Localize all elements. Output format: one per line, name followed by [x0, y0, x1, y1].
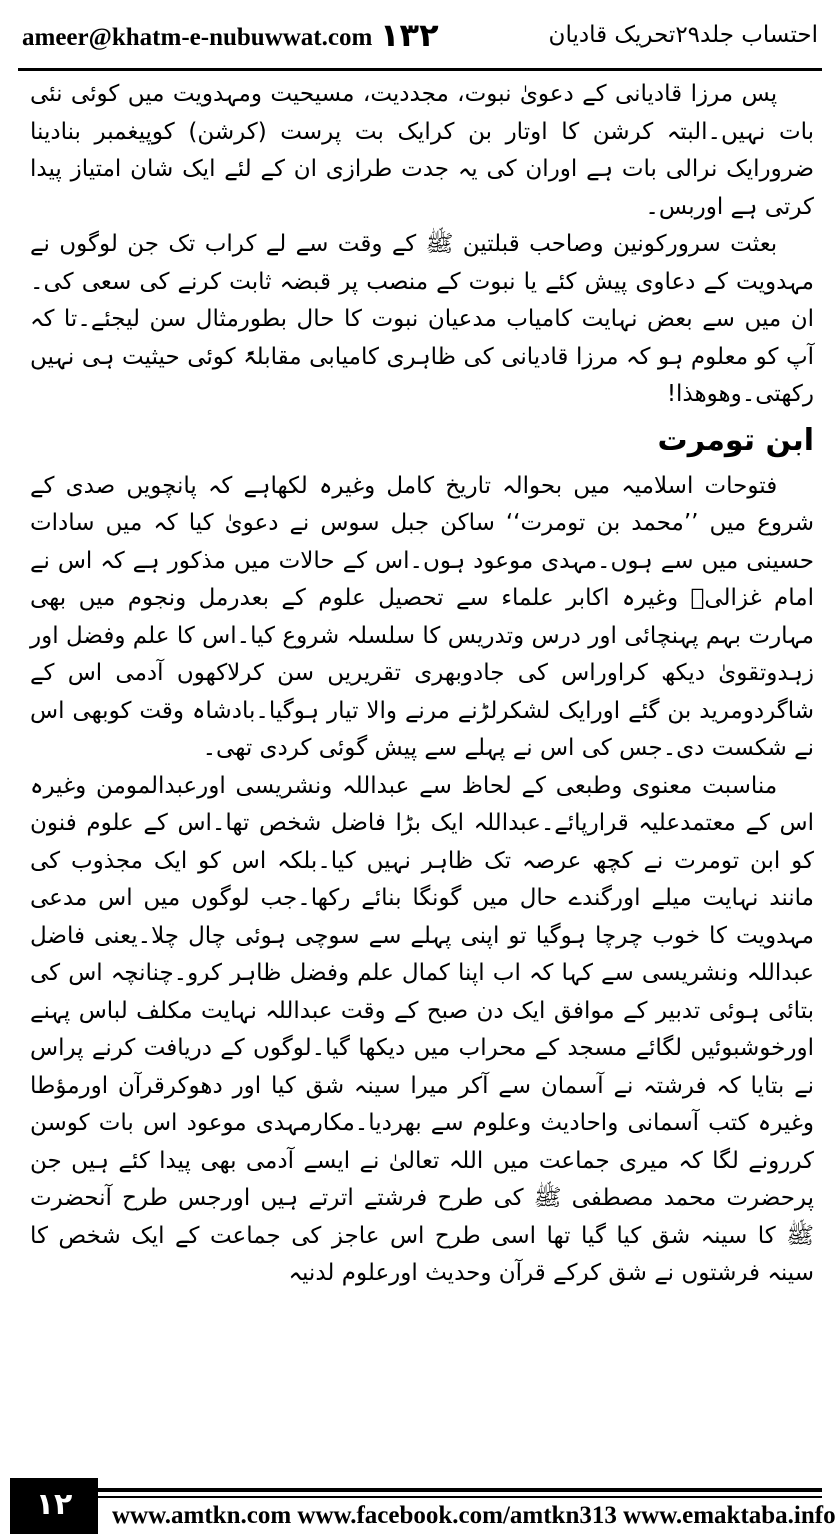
header-email: ameer@khatm-e-nubuwwat.com — [22, 24, 373, 51]
body-text — [30, 76, 814, 1293]
footer-rule-thin — [18, 1496, 822, 1498]
paragraph-2: بعثت سرورکونین وصاحب قبلتین ﷺ کے وقت سے لے کراب تک جن لوگوں نے مہدویت کے دعاوی پیش کئے یا نبوت کے منصب پر قبضہ ثابت کرنے کی سعی کی۔ان میں سے بعض نہایت کامیاب مدعیان نبوت کا حال بطورمثال سن لیجئے۔تا کہ آپ کو معلوم ہو کہ مرزا قادیانی کی ظاہری کامیابی مقابلۃً کوئی حیثیت ہی نہیں رکھتی۔وھوھذا! — [30, 231, 814, 407]
paragraph-1: پس مرزا قادیانی کے دعویٰ نبوت، مجددیت، مسیحیت ومہدویت میں کوئی نئی بات نہیں۔البتہ کرشن کا اوتار بن کرایک بت پرست (کرشن) کوپیغمبر بنادینا ضرورایک نرالی بات ہے اوران کی یہ جدت طرازی ان کے لئے ایک شان امتیاز پیدا کرتی ہے اوربس۔ — [30, 81, 814, 220]
footer-rule-thick — [18, 1488, 822, 1492]
paragraph-3: فتوحات اسلامیہ میں بحوالہ تاریخ کامل وغیرہ لکھاہے کہ پانچویں صدی کے شروع میں ’’محمد بن تومرت‘‘ ساکن جبل سوس نے دعویٰ کیا کہ میں سادات حسینی میں سے ہوں۔مہدی موعود ہوں۔اس کے حالات میں مذکور ہے کہ اس نے امام غزالیؒ وغیرہ اکابر علماء سے تحصیل علوم کے بعدرمل ونجوم میں بھی مہارت بہم پہنچائی اور درس وتدریس کا سلسلہ شروع کیا۔اس کا علم وفضل اور زہدوتقویٰ دیکھ کراوراس کی جادوبھری تقریریں سن کرلاکھوں آدمی اس کے شاگردومرید بن گئے اورایک لشکرلڑنے مرنے والا تیار ہوگیا۔بادشاہ وقت کوبھی اس نے شکست دی۔جس کی اس نے پہلے سے پیش گوئی کردی تھی۔ — [30, 472, 814, 761]
header-page-number: ۱۳۲ — [380, 16, 439, 54]
footer-page-number: ۱۲ — [10, 1478, 98, 1534]
page-header — [22, 18, 818, 62]
page-footer — [0, 1478, 840, 1540]
header-book-title: احتساب جلد۲۹تحریک قادیان — [548, 22, 818, 48]
paragraph-4: مناسبت معنوی وطبعی کے لحاظ سے عبداللہ ونشریسی اورعبدالمومن وغیرہ اس کے معتمدعلیہ قرارپائے۔عبداللہ ایک بڑا فاضل شخص تھا۔اس کے علوم فنون کو ابن تومرت نے کچھ عرصہ تک ظاہر نہیں کیا۔بلکہ اس کو ایک مجذوب کی مانند نہایت میلے اورگندے حال میں گونگا بنائے رکھا۔جب لوگوں میں اس مدعی مہدویت کا خوب چرچا ہوگیا تو اپنی پہلے سے سوچی ہوئی چال چلا۔یعنی فاضل عبداللہ ونشریسی سے کہا کہ اب اپنا کمال علم وفضل ظاہر کرو۔چنانچہ اس کی بتائی ہوئی تدبیر کے موافق ایک دن صبح کے وقت عبداللہ نہایت مکلف لباس پہنے اورخوشبوئیں لگائے مسجد کے محراب میں دیکھا گیا۔لوگوں کے دریافت کرنے پراس نے بتایا کہ فرشتہ نے آسمان سے آکر میرا سینہ شق کیا اور دھوکرقرآن اورمؤطا وغیرہ کتب آسمانی واحادیث وعلوم سے بھردیا۔مکارمہدی موعود اس بات کوسن کررونے لگا کہ میری جماعت میں اللہ تعالیٰ نے ایسے آدمی بھی پیدا کئے ہیں جن پرحضرت محمد مصطفی ﷺ کی طرح فرشتے اترتے ہیں اورجس طرح آنحضرت ﷺ کا سینہ شق کیا گیا تھا اسی طرح اس عاجز کی جماعت کے ایک شخص کا سینہ فرشتوں نے شق کرکے قرآن وحدیث اورعلوم لدنیہ — [30, 772, 814, 1286]
footer-links: www.amtkn.com www.facebook.com/amtkn313 www.emaktaba.info — [112, 1502, 836, 1529]
section-title: ابن تومرت — [657, 422, 814, 458]
header-rule — [18, 68, 822, 71]
